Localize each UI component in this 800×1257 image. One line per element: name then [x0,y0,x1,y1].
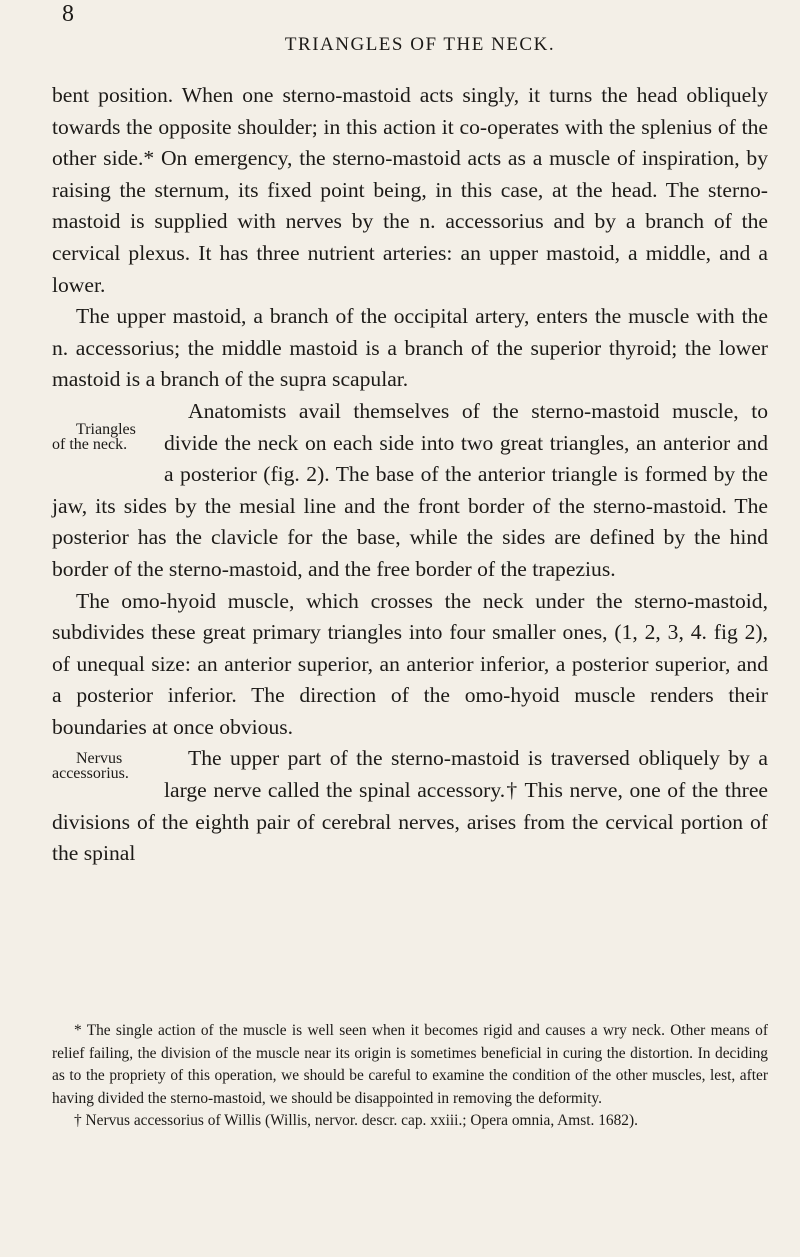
paragraph-1: bent position. When one sterno-mastoid acts singly, it turns the head obliquely towards the opposite shoulder; in this action it co-operates with the splenius of the other side.* On emergency, the sterno-mastoid acts as a muscle of inspiration, by raising the sternum, its fixed point being, in this case, at the head. The sterno-mastoid is supplied with nerves by the n. accessorius and by a branch of the cervical plexus. It has three nutrient arteries: an upper mastoid, a middle, and a lower. [52,83,768,297]
sidenote-triangles [52,396,164,480]
running-title: TRIANGLES OF THE NECK. [284,34,556,55]
paragraph-5-with-sidenote [52,743,768,869]
footnote-star: * The single action of the muscle is well seen when it becomes rigid and causes a wry neck. Other means of relief failing, the division of the muscle near its origin is sometimes beneficial in curing the distortion. In deciding as to the propriety of this operation, we should be careful to examine the condition of the other muscles, lest, after having divided the sterno-mastoid, we should be disappointed in removing the deformity. [52,1022,768,1107]
page-number: 8 [62,1,74,27]
sidenote-triangles-text: Triangles of the neck. [52,420,136,453]
paragraph-4: The omo-hyoid muscle, which crosses the neck under the sterno-mastoid, subdivides these great primary triangles into four smaller ones, (1, 2, 3, 4. fig 2), of unequal size: an anterior superior, an anterior inferior, a posterior superior, and a posterior inferior. The direction of the omo-hyoid muscle renders their boundaries at once obvious. [52,588,768,739]
sidenote-nervus [52,743,164,801]
footnote-dagger: † Nervus accessorius of Willis (Willis, nervor. descr. cap. xxiii.; Opera omnia, Amst. 1682). [74,1112,638,1129]
paragraph-2: The upper mastoid, a branch of the occipital artery, enters the muscle with the n. accessorius; the middle mastoid is a branch of the superior thyroid; the lower mastoid is a branch of the supra scapular. [52,304,768,392]
sidenote-nervus-text: Nervus accessorius. [52,750,129,783]
footnotes [52,1020,768,1133]
paragraph-3: Anatomists avail themselves of the sterno-mastoid muscle, to divide the neck on each side into two great triangles, an anterior and a posterior (fig. 2). The base of the anterior triangle is formed by the jaw, its sides by the mesial line and the front border of the sterno-mastoid. The posterior has the clavicle for the base, while the sides are defined by the hind border of the sterno-mastoid, and the free border of the trapezius. [52,398,768,581]
paragraph-3-with-sidenote [52,396,768,586]
main-text [52,80,768,870]
paragraph-5: The upper part of the sterno-mastoid is traversed obliquely by a large nerve called the spinal accessory.† This nerve, one of the three divisions of the eighth pair of cerebral nerves, arises from the cervical portion of the spinal [52,746,768,866]
